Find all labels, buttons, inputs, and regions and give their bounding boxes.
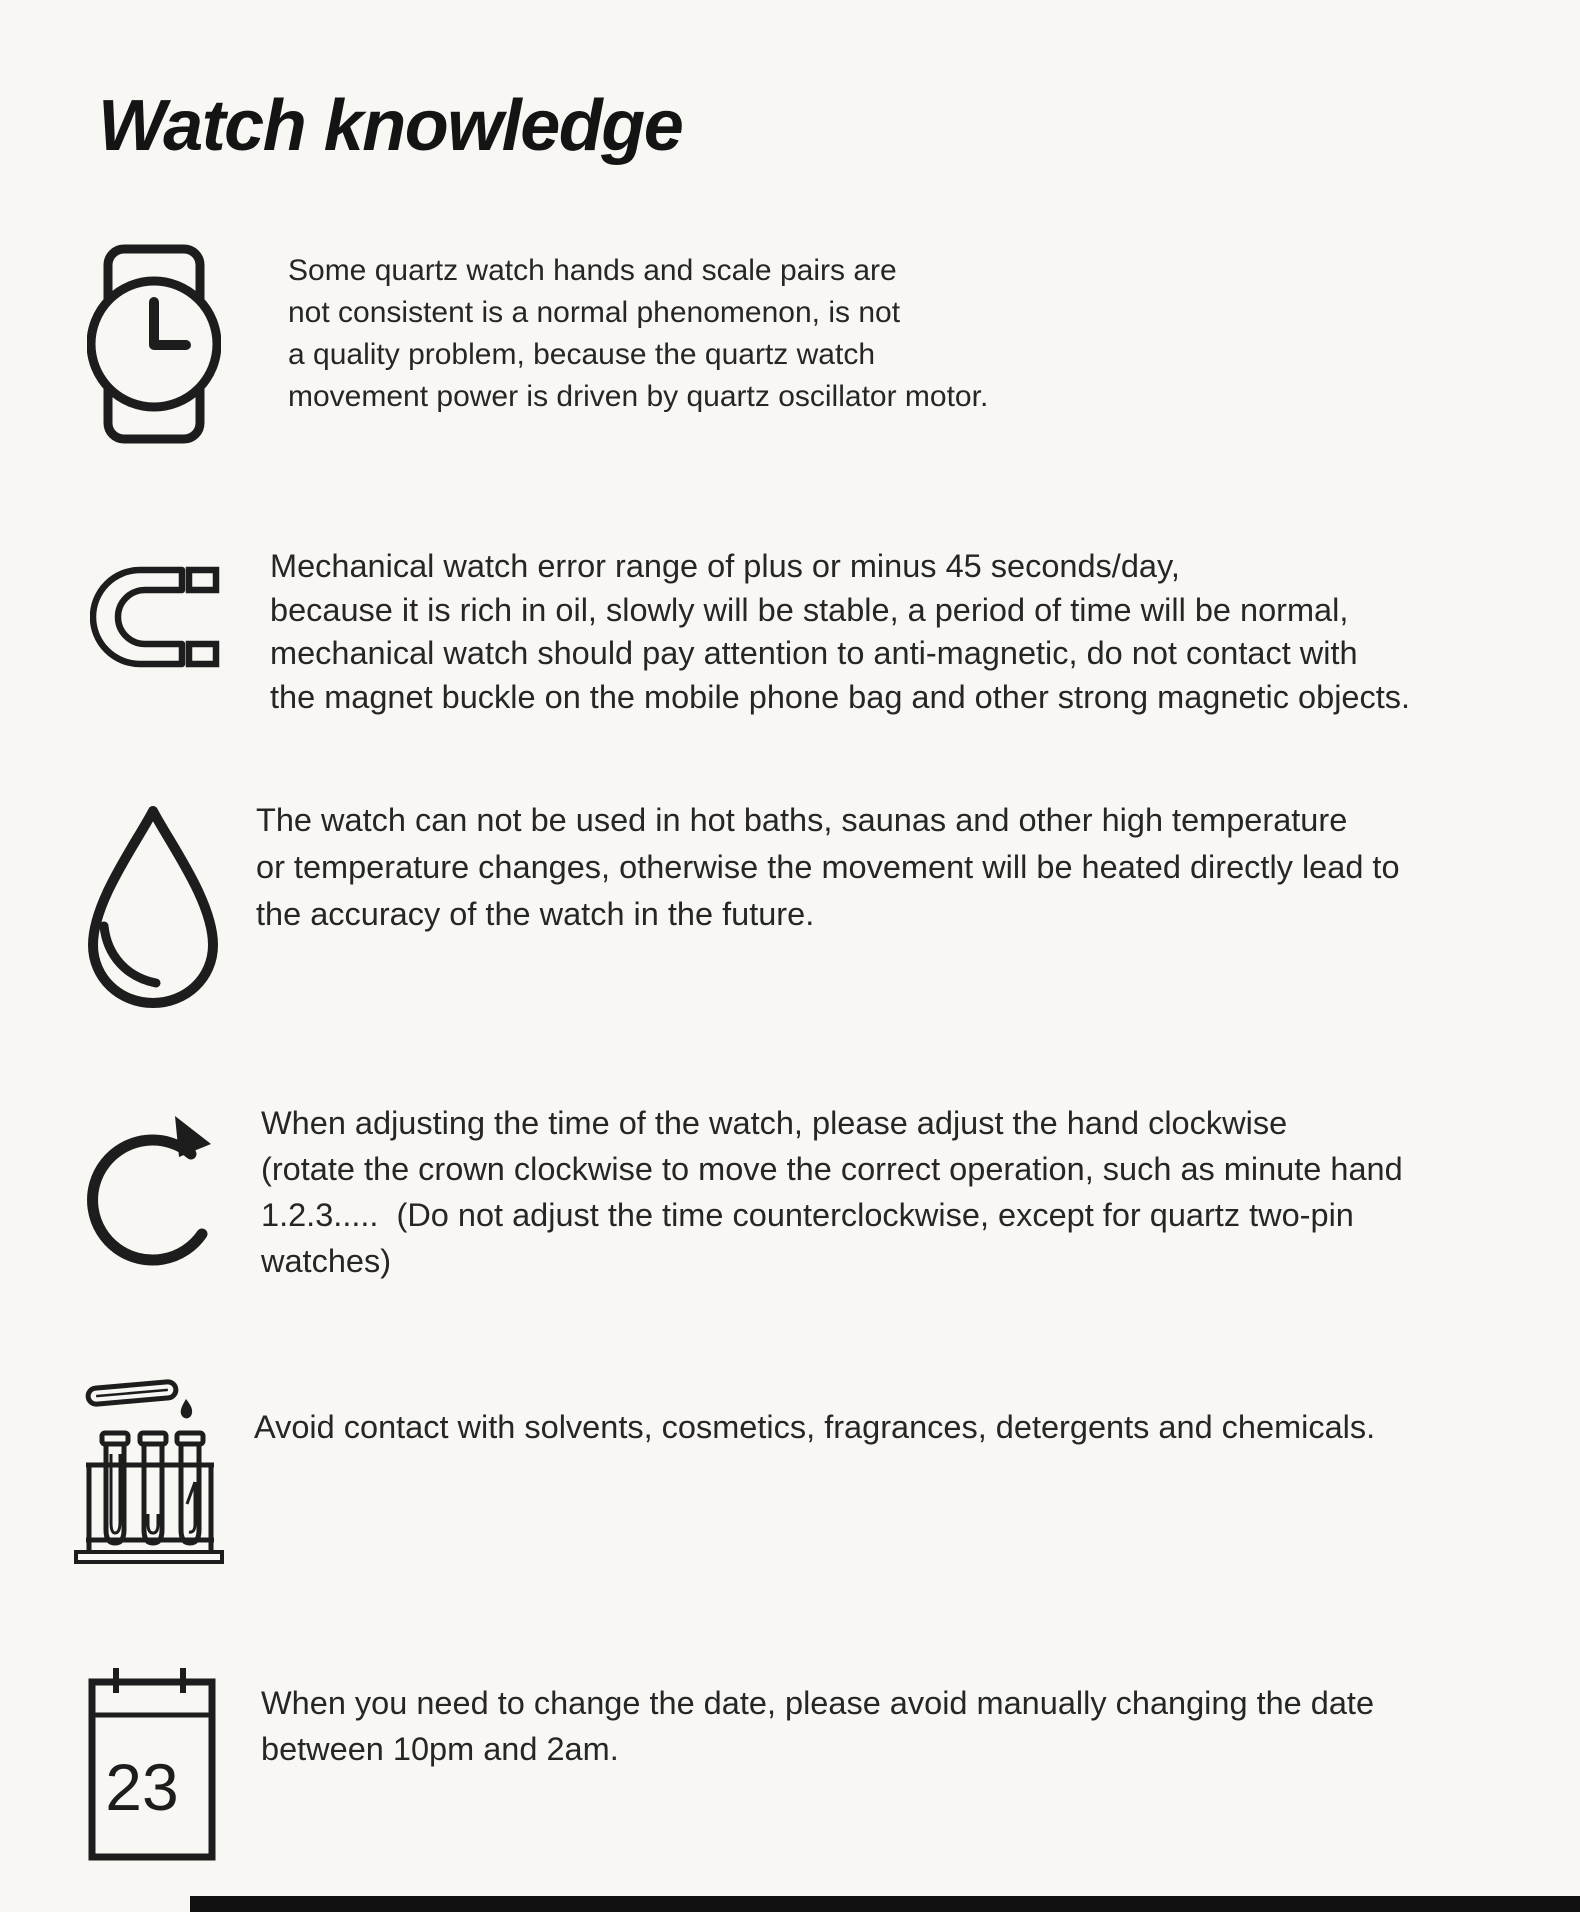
section-adjust-text <box>261 1100 1403 1284</box>
text-line: a quality problem, because the quartz watch <box>288 338 876 371</box>
text-line: 1.2.3..... (Do not adjust the time counterclockwise, except for quartz two-pin <box>261 1197 1354 1233</box>
text-line: Avoid contact with solvents, cosmetics, fragrances, detergents and chemicals. <box>254 1409 1376 1445</box>
text-line: Some quartz watch hands and scale pairs are <box>288 254 897 287</box>
calendar-icon <box>87 1666 217 1861</box>
section-temperature-text <box>256 797 1400 938</box>
calendar-day: 23 <box>105 1750 179 1824</box>
text-line: watches) <box>261 1243 392 1279</box>
page-title: Watch knowledge <box>98 86 683 166</box>
magnet-icon <box>90 566 222 670</box>
text-line: because it is rich in oil, slowly will be stable, a period of time will be normal, <box>270 591 1349 628</box>
text-line: When you need to change the date, please avoid manually changing the date <box>261 1685 1375 1721</box>
text-line: between 10pm and 2am. <box>261 1731 619 1767</box>
text-line: Mechanical watch error range of plus or minus 45 seconds/day, <box>270 548 1180 584</box>
rotate-clockwise-icon <box>85 1110 225 1278</box>
section-chemicals-text <box>254 1405 1375 1449</box>
bottom-crop-bar <box>190 1896 1580 1912</box>
section-date-text <box>261 1680 1374 1772</box>
text-line: The watch can not be used in hot baths, saunas and other high temperature <box>256 802 1348 838</box>
text-line: When adjusting the time of the watch, please adjust the hand clockwise <box>261 1105 1288 1141</box>
section-quartz-text <box>288 250 988 418</box>
text-line: mechanical watch should pay attention to anti-magnetic, do not contact with <box>270 635 1358 671</box>
text-line: the magnet buckle on the mobile phone bag and other strong magnetic objects. <box>270 678 1411 715</box>
text-line: movement power is driven by quartz oscillator motor. <box>288 380 989 413</box>
text-line: or temperature changes, otherwise the movement will be heated directly lead to <box>256 849 1400 885</box>
text-line: not consistent is a normal phenomenon, is not <box>288 296 901 329</box>
text-line: the accuracy of the watch in the future. <box>256 896 815 932</box>
wrist-watch-icon <box>87 244 221 444</box>
test-tubes-icon <box>62 1366 224 1566</box>
water-drop-icon <box>84 802 222 1010</box>
section-magnetic-text <box>270 545 1410 719</box>
text-line: (rotate the crown clockwise to move the correct operation, such as minute hand <box>261 1151 1403 1187</box>
